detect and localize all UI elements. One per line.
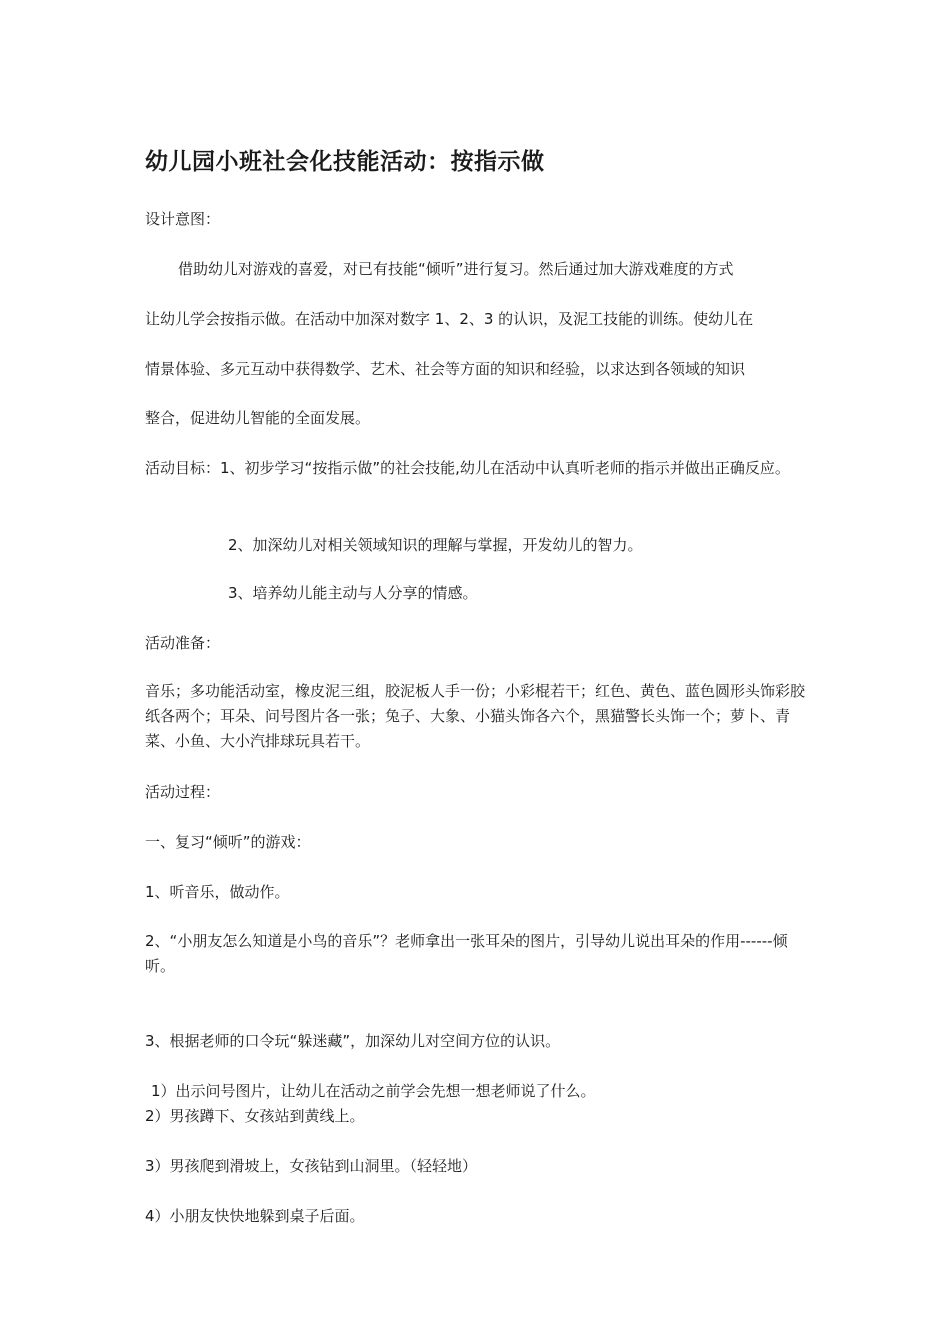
preparation-text: 音乐；多功能活动室，橡皮泥三组，胶泥板人手一份；小彩棍若干；红色、黄色、蓝色圆形头饰彩胶纸各两个；耳朵、问号图片各一张；兔子、大象、小猫头饰各六个，黑猫警长头饰一个；萝卜、青菜、小鱼、大小汽排球玩具若干。 — [145, 682, 806, 750]
page-title: 幼儿园小班社会化技能活动：按指示做 — [145, 149, 545, 175]
process-sub-3: 3）男孩爬到滑坡上，女孩钻到山洞里。（轻轻地） — [145, 1157, 478, 1175]
design-intent-heading: 设计意图： — [145, 210, 221, 228]
process-step-3: 3、根据老师的口令玩“躲迷藏”，加深幼儿对空间方位的认识。 — [145, 1032, 561, 1050]
process-step-2: 2、“小朋友怎么知道是小鸟的音乐”？老师拿出一张耳朵的图片，引导幼儿说出耳朵的作用------倾听。 — [145, 932, 788, 975]
goal-item-1: 活动目标：1、初步学习“按指示做”的社会技能,幼儿在活动中认真听老师的指示并做出正确反应。 — [145, 459, 790, 477]
design-intent-line-3: 情景体验、多元互动中获得数学、艺术、社会等方面的知识和经验，以求达到各领域的知识 — [145, 360, 746, 378]
goal-item-2: 2、加深幼儿对相关领域知识的理解与掌握，开发幼儿的智力。 — [228, 536, 643, 554]
goal-item-3: 3、培养幼儿能主动与人分享的情感。 — [228, 584, 478, 602]
design-intent-line-2: 让幼儿学会按指示做。在活动中加深对数字 1、2、3 的认识，及泥工技能的训练。使幼儿在 — [145, 310, 754, 328]
design-intent-line-4: 整合，促进幼儿智能的全面发展。 — [145, 409, 371, 427]
design-intent-line-1: 借助幼儿对游戏的喜爱，对已有技能“倾听”进行复习。然后通过加大游戏难度的方式 — [178, 260, 734, 278]
process-heading: 活动过程： — [145, 783, 221, 801]
process-section-1: 一、复习“倾听”的游戏： — [145, 833, 311, 851]
process-sub-1: 1）出示问号图片，让幼儿在活动之前学会先想一想老师说了什么。 — [151, 1082, 596, 1100]
process-sub-2: 2）男孩蹲下、女孩站到黄线上。 — [145, 1107, 365, 1125]
process-sub-4: 4）小朋友快快地躲到桌子后面。 — [145, 1207, 365, 1225]
preparation-heading: 活动准备： — [145, 634, 221, 652]
process-step-1: 1、听音乐，做动作。 — [145, 883, 290, 901]
